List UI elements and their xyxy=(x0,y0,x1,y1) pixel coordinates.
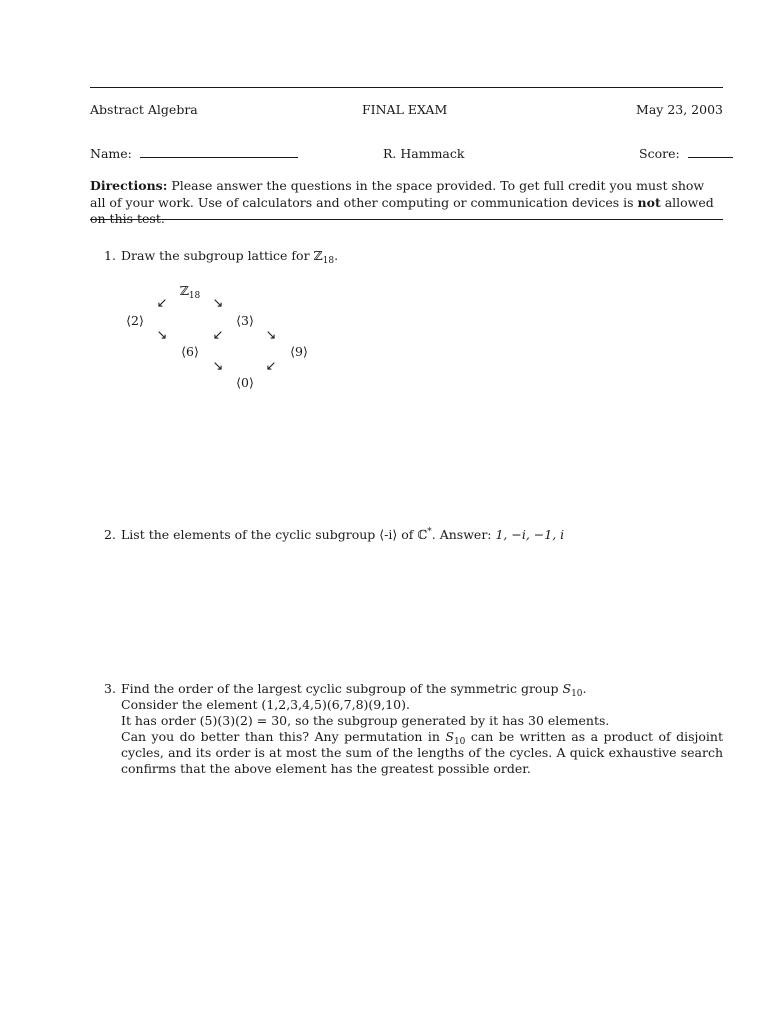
score-field xyxy=(639,146,733,161)
question-3-prompt xyxy=(121,681,723,697)
lattice-node-2: ⟨2⟩ xyxy=(126,313,144,328)
question-1-prompt-text: Draw the subgroup lattice for ℤ xyxy=(121,248,323,263)
question-2-prompt: List the elements of the cyclic subgroup ⟨-i⟩ of ℂ xyxy=(121,527,428,542)
lattice-arrow-9-to-0: ↙ xyxy=(265,359,277,374)
question-2-answer: 1, −i, −1, i xyxy=(495,527,565,542)
exam-title: FINAL EXAM xyxy=(362,102,448,117)
exam-date: May 23, 2003 xyxy=(636,102,723,117)
directions-text-1: Please answer the questions in the space provided. To get full credit you must show all of your work. Use of calculators and other computing or communication devices is xyxy=(90,178,705,210)
score-blank-line[interactable] xyxy=(688,157,733,158)
question-2-prompt-superscript: * xyxy=(427,527,432,537)
directions-text-2: allowed on this test. xyxy=(90,194,714,226)
question-3-group-symbol: S xyxy=(562,681,572,696)
question-1-number: 1. xyxy=(104,248,116,263)
lattice-node-0: ⟨0⟩ xyxy=(236,375,254,390)
question-3-answer-line-2: It has order (5)(3)(2) = 30, so the subgroup generated by it has 30 elements. xyxy=(121,713,610,728)
question-3-inline-group-symbol: S xyxy=(445,729,454,744)
course-name: Abstract Algebra xyxy=(90,102,198,117)
lattice-arrow-z18-to-2: ↙ xyxy=(156,296,168,311)
directions-emphasis: not xyxy=(637,194,661,210)
name-field xyxy=(90,146,298,161)
lattice-node-z18-subscript: 18 xyxy=(188,291,201,301)
directions-label: Directions: xyxy=(90,178,168,193)
directions-block xyxy=(90,178,723,228)
question-1-prompt xyxy=(121,248,339,266)
name-blank-line[interactable] xyxy=(140,157,298,158)
question-1-prompt-subscript: 18 xyxy=(322,256,335,266)
question-1-prompt-period: . xyxy=(334,248,339,263)
question-3-number-wrap xyxy=(104,681,121,696)
question-3-answer-text-1: Can you do better than this? Any permutation in xyxy=(121,729,446,744)
question-3-answer-line-1: Consider the element (1,2,3,4,5)(6,7,8)(9,10). xyxy=(121,697,410,712)
question-2 xyxy=(104,527,564,542)
question-3-answer-paragraph xyxy=(121,729,723,777)
name-label: Name: xyxy=(90,146,132,161)
lattice-node-3: ⟨3⟩ xyxy=(236,313,254,328)
question-2-prompt-tail: . Answer: xyxy=(431,527,496,542)
instructor-name: R. Hammack xyxy=(383,146,465,161)
score-label: Score: xyxy=(639,146,680,161)
question-3-number: 3. xyxy=(104,681,116,696)
lattice-node-6: ⟨6⟩ xyxy=(181,344,199,359)
question-3-prompt-period: . xyxy=(582,681,587,696)
lattice-arrow-z18-to-3: ↘ xyxy=(212,296,224,311)
question-3-inline-group-subscript: 10 xyxy=(453,737,466,747)
question-3-answer-text-2: can be written as a product of disjoint cycles, and its order is at most the sum of the lengths of the cycles. A quick exhaustive search confirms that the above element has the greatest possible order. xyxy=(121,729,723,776)
lattice-arrow-3-to-6: ↙ xyxy=(212,328,224,343)
question-3-prompt-text: Find the order of the largest cyclic subgroup of the symmetric group xyxy=(121,681,563,696)
question-2-number: 2. xyxy=(104,527,116,542)
lattice-node-z18 xyxy=(179,283,201,301)
lattice-arrow-6-to-0: ↘ xyxy=(212,359,224,374)
question-3-group-subscript: 10 xyxy=(571,689,583,699)
lattice-arrow-3-to-9: ↘ xyxy=(265,328,277,343)
question-3-body xyxy=(121,681,723,777)
lattice-node-z18-symbol: ℤ xyxy=(179,283,189,298)
question-1 xyxy=(104,248,339,266)
top-rule xyxy=(90,87,723,88)
lattice-arrow-2-to-6: ↘ xyxy=(156,328,168,343)
lattice-node-9: ⟨9⟩ xyxy=(290,344,308,359)
